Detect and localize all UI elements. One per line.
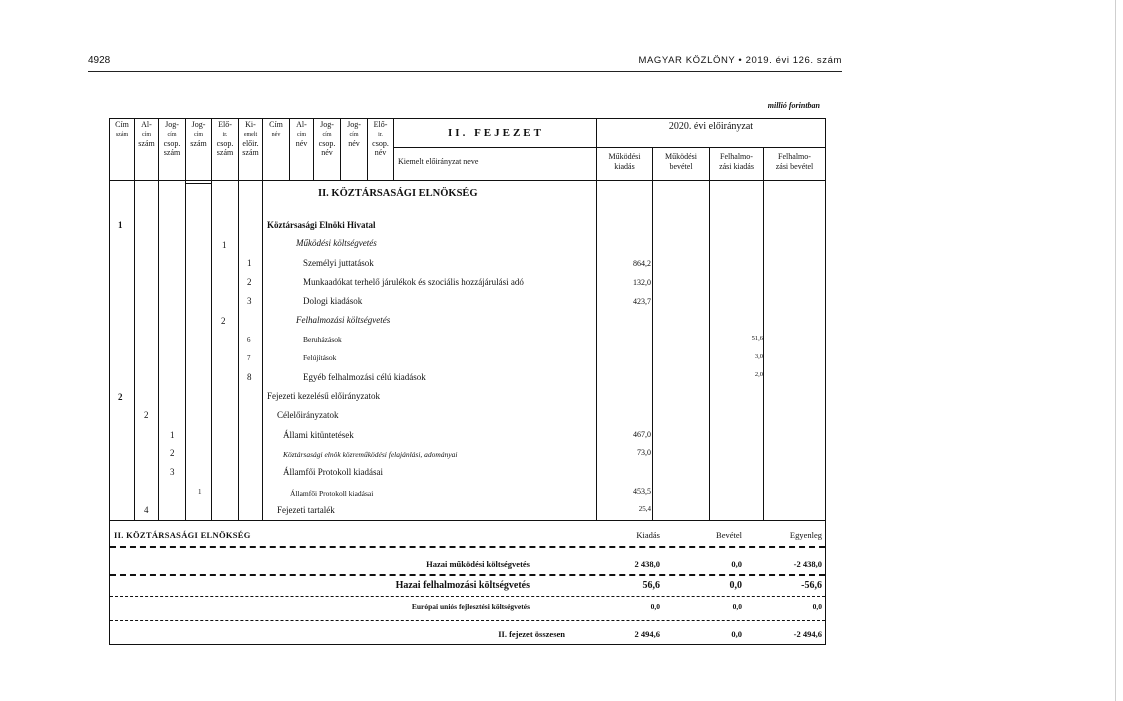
row-name: Működési költségvetés [296, 238, 377, 248]
page-number: 4928 [88, 55, 111, 66]
col-jogcim-nev: Jog- cím név [347, 120, 361, 148]
row-cim-code: 2 [118, 392, 123, 402]
row-value: 864,2 [633, 259, 651, 268]
summary-kiadas: 0,0 [650, 602, 660, 611]
header-rule [88, 71, 842, 72]
col-jogcimcsop-nev: Jog- cím csop. név [318, 120, 336, 157]
row-alcim-code: 2 [144, 410, 149, 420]
summary-label: Hazai felhalmozási költségvetés [395, 580, 530, 591]
summary-egyenleg: -2 494,6 [793, 629, 822, 639]
row-jogcimcsop-code: 3 [170, 467, 175, 477]
row-value: 453,5 [633, 487, 651, 496]
row-eloircsop-code: 1 [222, 240, 227, 250]
row-name: Célelőirányzatok [277, 410, 339, 420]
row-kiemelt-code: 8 [247, 372, 252, 382]
kiemelt-header: Kiemelt előirányzat neve [398, 157, 479, 166]
summary-kiadas: 56,6 [642, 580, 660, 591]
row-cim-code: 1 [118, 220, 123, 230]
col-eloircsop-nev: Elő- ir. csop. név [372, 120, 389, 157]
row-value: 73,0 [637, 448, 651, 457]
row-name: Állami kitüntetések [283, 430, 354, 440]
summary-kiadas: 2 494,6 [634, 629, 660, 639]
col-eloircsop-szam: Elő- ir. csop. szám [216, 120, 234, 157]
summary-kiadas: 2 438,0 [634, 559, 660, 569]
col-cim-szam: Cím szám [115, 120, 129, 138]
summary-header-egyenleg: Egyenleg [789, 530, 822, 540]
row-name: Köztársasági elnök közreműködési felajánlási, adományai [283, 450, 458, 459]
summary-bevetel: 0,0 [729, 580, 742, 591]
row-name: Köztársasági Elnöki Hivatal [267, 220, 376, 230]
row-name: Munkaadókat terhelő járulékok és szociális hozzájárulási adó [303, 277, 524, 287]
summary-label: II. fejezet összesen [498, 629, 565, 639]
col-mukodesi-bevetel: Működési bevétel [665, 152, 697, 171]
row-kiemelt-code: 3 [247, 296, 252, 306]
row-jogcimcsop-code: 1 [170, 430, 175, 440]
row-name: Beruházások [303, 335, 342, 344]
col-mukodesi-kiadas: Működési kiadás [608, 152, 641, 171]
summary-egyenleg: -56,6 [801, 580, 822, 591]
scrollbar[interactable] [1115, 0, 1116, 701]
row-name: Fejezeti kezelésű előirányzatok [267, 391, 380, 401]
row-name: Egyéb felhalmozási célú kiadások [303, 372, 426, 382]
summary-title: II. KÖZTÁRSASÁGI ELNÖKSÉG [114, 530, 251, 540]
summary-header-bevetel: Bevétel [716, 530, 742, 540]
col-alcim-szam: Al- cím szám [138, 120, 155, 148]
row-value: 2,0 [754, 371, 763, 378]
row-kiemelt-code: 7 [247, 354, 251, 362]
row-value: 51,6 [751, 335, 763, 342]
journal-header: MAGYAR KÖZLÖNY • 2019. évi 126. szám [638, 55, 842, 66]
summary-label: Európai uniós fejlesztési költségvetés [411, 602, 530, 611]
summary-header-kiadas: Kiadás [636, 530, 660, 540]
summary-egyenleg: -2 438,0 [793, 559, 822, 569]
row-value: 423,7 [633, 297, 651, 306]
col-alcim-nev: Al- cím név [295, 120, 308, 148]
row-jogcimcsop-code: 2 [170, 448, 175, 458]
col-jogcim-szam: Jog- cím szám [190, 120, 207, 148]
col-felhalmozasi-kiadas: Felhalmo- zási kiadás [719, 152, 754, 171]
row-name: Felújítások [303, 353, 337, 362]
row-kiemelt-code: 6 [247, 336, 251, 344]
row-alcim-code: 4 [144, 505, 149, 515]
row-name: Államfői Protokoll kiadásai [283, 467, 383, 477]
row-name: Dologi kiadások [303, 296, 363, 306]
row-kiemelt-code: 2 [247, 277, 252, 287]
unit-label: millió forintban [767, 101, 820, 110]
chapter-title: II. FEJEZET [448, 127, 544, 139]
row-name: Fejezeti tartalék [277, 505, 335, 515]
budget-table [109, 118, 826, 521]
row-name: Államfői Protokoll kiadásai [290, 489, 374, 498]
row-value: 132,0 [633, 278, 651, 287]
summary-bevetel: 0,0 [732, 602, 742, 611]
col-jogcimcsop-szam: Jog- cím csop. szám [163, 120, 181, 157]
row-jogcim-code: 1 [198, 488, 202, 496]
summary-egyenleg: 0,0 [812, 602, 822, 611]
summary-bevetel: 0,0 [731, 629, 742, 639]
summary-bevetel: 0,0 [731, 559, 742, 569]
section-title: II. KÖZTÁRSASÁGI ELNÖKSÉG [318, 188, 478, 199]
row-value: 467,0 [633, 430, 651, 439]
row-name: Személyi juttatások [303, 258, 374, 268]
row-kiemelt-code: 1 [247, 258, 252, 268]
row-name: Felhalmozási költségvetés [296, 315, 391, 325]
summary-label: Hazai működési költségvetés [426, 559, 530, 569]
eloiranyzat-header: 2020. évi előirányzat [668, 121, 754, 132]
row-value: 3,0 [754, 353, 763, 360]
col-felhalmozasi-bevetel: Felhalmo- zási bevétel [775, 152, 814, 171]
row-eloircsop-code: 2 [221, 316, 226, 326]
row-value: 25,4 [638, 505, 651, 513]
col-kiemelt-szam: Ki- emelt előir. szám [242, 120, 259, 157]
col-cim-nev: Cím név [269, 120, 283, 138]
